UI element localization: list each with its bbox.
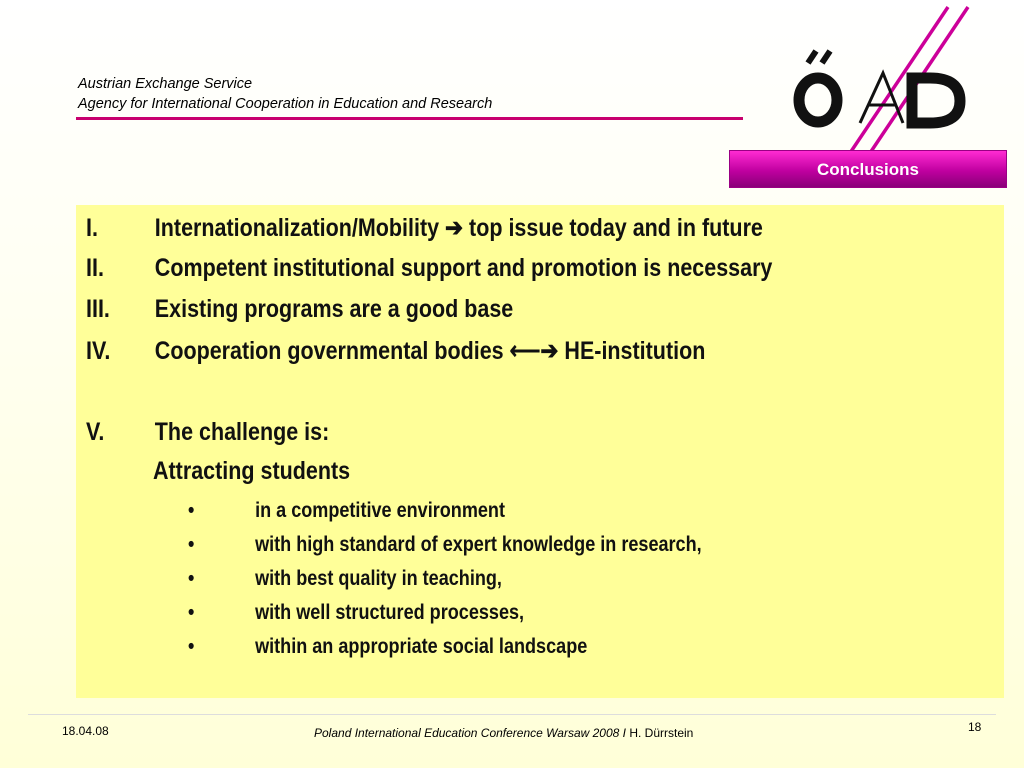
bullet-item: • with best quality in teaching, — [188, 567, 502, 590]
bullet-icon: • — [188, 635, 195, 658]
conclusion-item: IV. Cooperation governmental bodies ⟵➔ HE-institution — [86, 337, 706, 365]
logo-letter-d — [912, 78, 960, 123]
conclusion-item: I. Internationalization/Mobility ➔ top issue today and in future — [86, 214, 763, 242]
conclusion-item: V. The challenge is: — [86, 418, 330, 446]
logo-letter-o — [799, 78, 837, 122]
bidirectional-arrow-icon: ⟵➔ — [509, 337, 559, 365]
oead-logo — [790, 5, 970, 155]
challenge-subheading: Attracting students — [153, 457, 351, 485]
footer-author: H. Dürrstein — [629, 726, 694, 740]
logo-accent-2 — [822, 51, 830, 63]
bullet-item: • with high standard of expert knowledge in research, — [188, 533, 702, 556]
section-title-tab: Conclusions — [729, 150, 1007, 188]
bullet-item: • with well structured processes, — [188, 601, 525, 624]
bullet-icon: • — [188, 567, 195, 590]
conclusion-item: III. Existing programs are a good base — [86, 295, 514, 323]
logo-accent-1 — [808, 51, 816, 63]
bullet-icon: • — [188, 533, 195, 556]
organization-subtitle: Agency for International Cooperation in Education and Research — [78, 96, 493, 112]
content-panel — [76, 205, 1004, 698]
footer-date: 18.04.08 — [62, 724, 109, 738]
footer-divider — [28, 714, 996, 715]
page-number: 18 — [968, 720, 982, 734]
bullet-item: • within an appropriate social landscape — [188, 635, 588, 658]
bullet-item: • in a competitive environment — [188, 499, 505, 522]
right-arrow-icon: ➔ — [445, 214, 464, 242]
conclusion-item: II. Competent institutional support and promotion is necessary — [86, 254, 773, 282]
bullet-icon: • — [188, 601, 195, 624]
header-divider — [76, 117, 743, 120]
footer-conference: Poland International Education Conference Warsaw 2008 I H. Dürrstein — [314, 726, 694, 740]
bullet-icon: • — [188, 499, 195, 522]
organization-name: Austrian Exchange Service — [78, 76, 253, 92]
